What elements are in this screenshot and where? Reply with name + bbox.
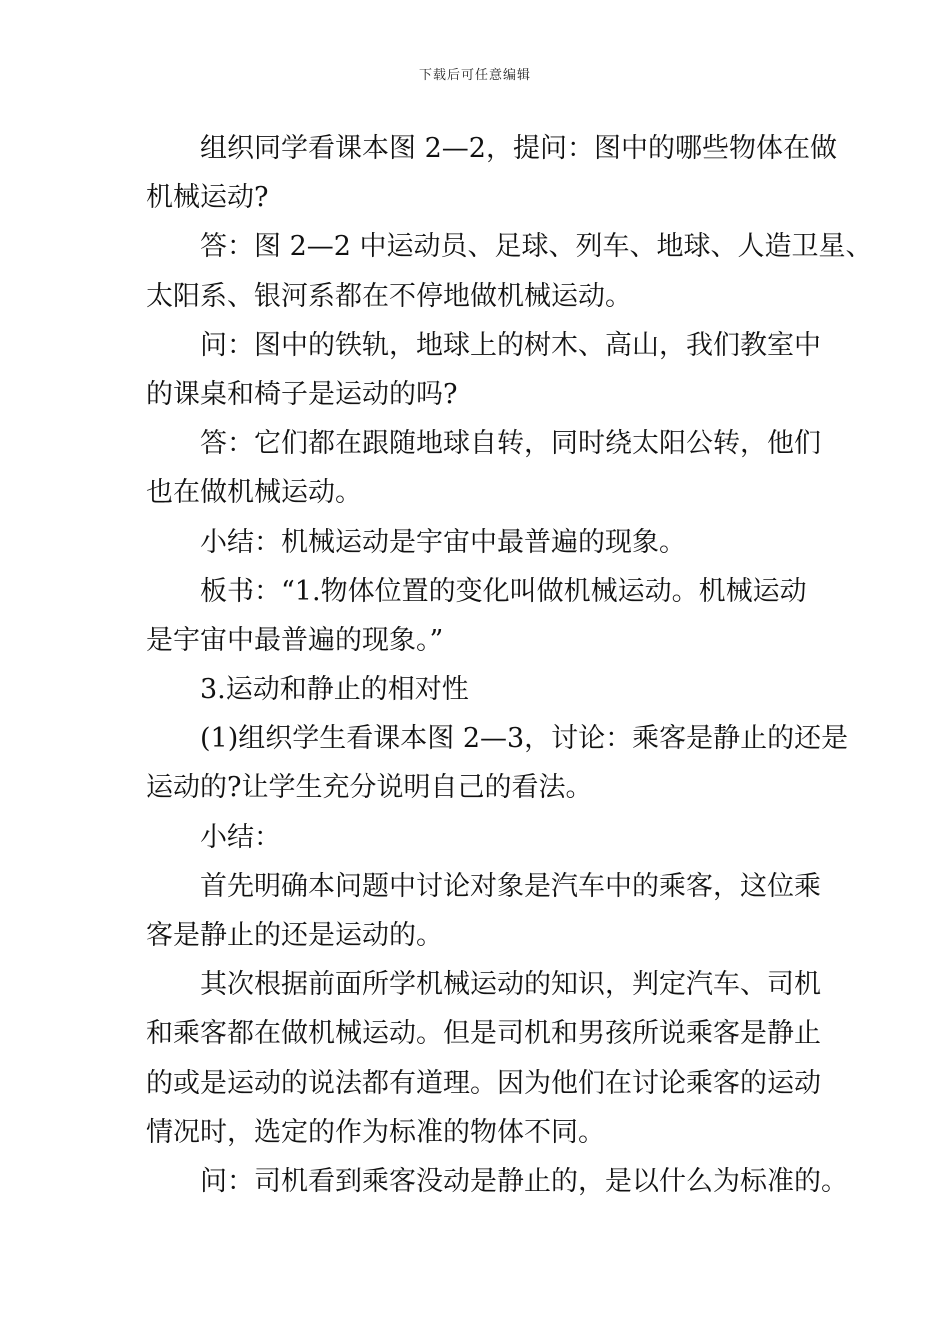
text-line: 也在做机械运动。 [146,477,362,509]
text-line: 3.运动和静止的相对性 [200,674,469,706]
text-line: 太阳系、银河系都在不停地做机械运动。 [146,280,632,312]
text-line: 情况时，选定的作为标准的物体不同。 [146,1116,605,1148]
text-line: 小结：机械运动是宇宙中最普遍的现象。 [200,526,686,558]
page-header: 下载后可任意编辑 [418,68,531,83]
text-line: 小结： [200,821,281,853]
text-line: 板书：“1.物体位置的变化叫做机械运动。机械运动 [200,575,807,607]
text-line: 其次根据前面所学机械运动的知识，判定汽车、司机 [200,969,821,1001]
text-line: 首先明确本问题中讨论对象是汽车中的乘客，这位乘 [200,870,821,902]
text-line: 答：图 2—2 中运动员、足球、列车、地球、人造卫星、 [200,231,873,263]
text-line: 问：图中的铁轨，地球上的树木、高山，我们教室中 [200,329,821,361]
document-body [146,124,873,1206]
text-line: 和乘客都在做机械运动。但是司机和男孩所说乘客是静止 [146,1018,821,1050]
text-line: 组织同学看课本图 2—2，提问：图中的哪些物体在做 [200,133,837,164]
text-line: 机械运动? [146,182,269,214]
text-line: (1)组织学生看课本图 2—3，讨论：乘客是静止的还是 [200,723,849,755]
text-line: 的课桌和椅子是运动的吗? [146,378,458,410]
text-line: 是宇宙中最普遍的现象。” [146,624,444,656]
text-line: 答：它们都在跟随地球自转，同时绕太阳公转，他们 [200,428,821,460]
text-line: 客是静止的还是运动的。 [146,920,443,951]
text-line: 的或是运动的说法都有道理。因为他们在讨论乘客的运动 [146,1067,821,1099]
text-line: 问：司机看到乘客没动是静止的，是以什么为标准的。 [200,1165,848,1197]
text-line: 运动的?让学生充分说明自己的看法。 [146,772,593,804]
